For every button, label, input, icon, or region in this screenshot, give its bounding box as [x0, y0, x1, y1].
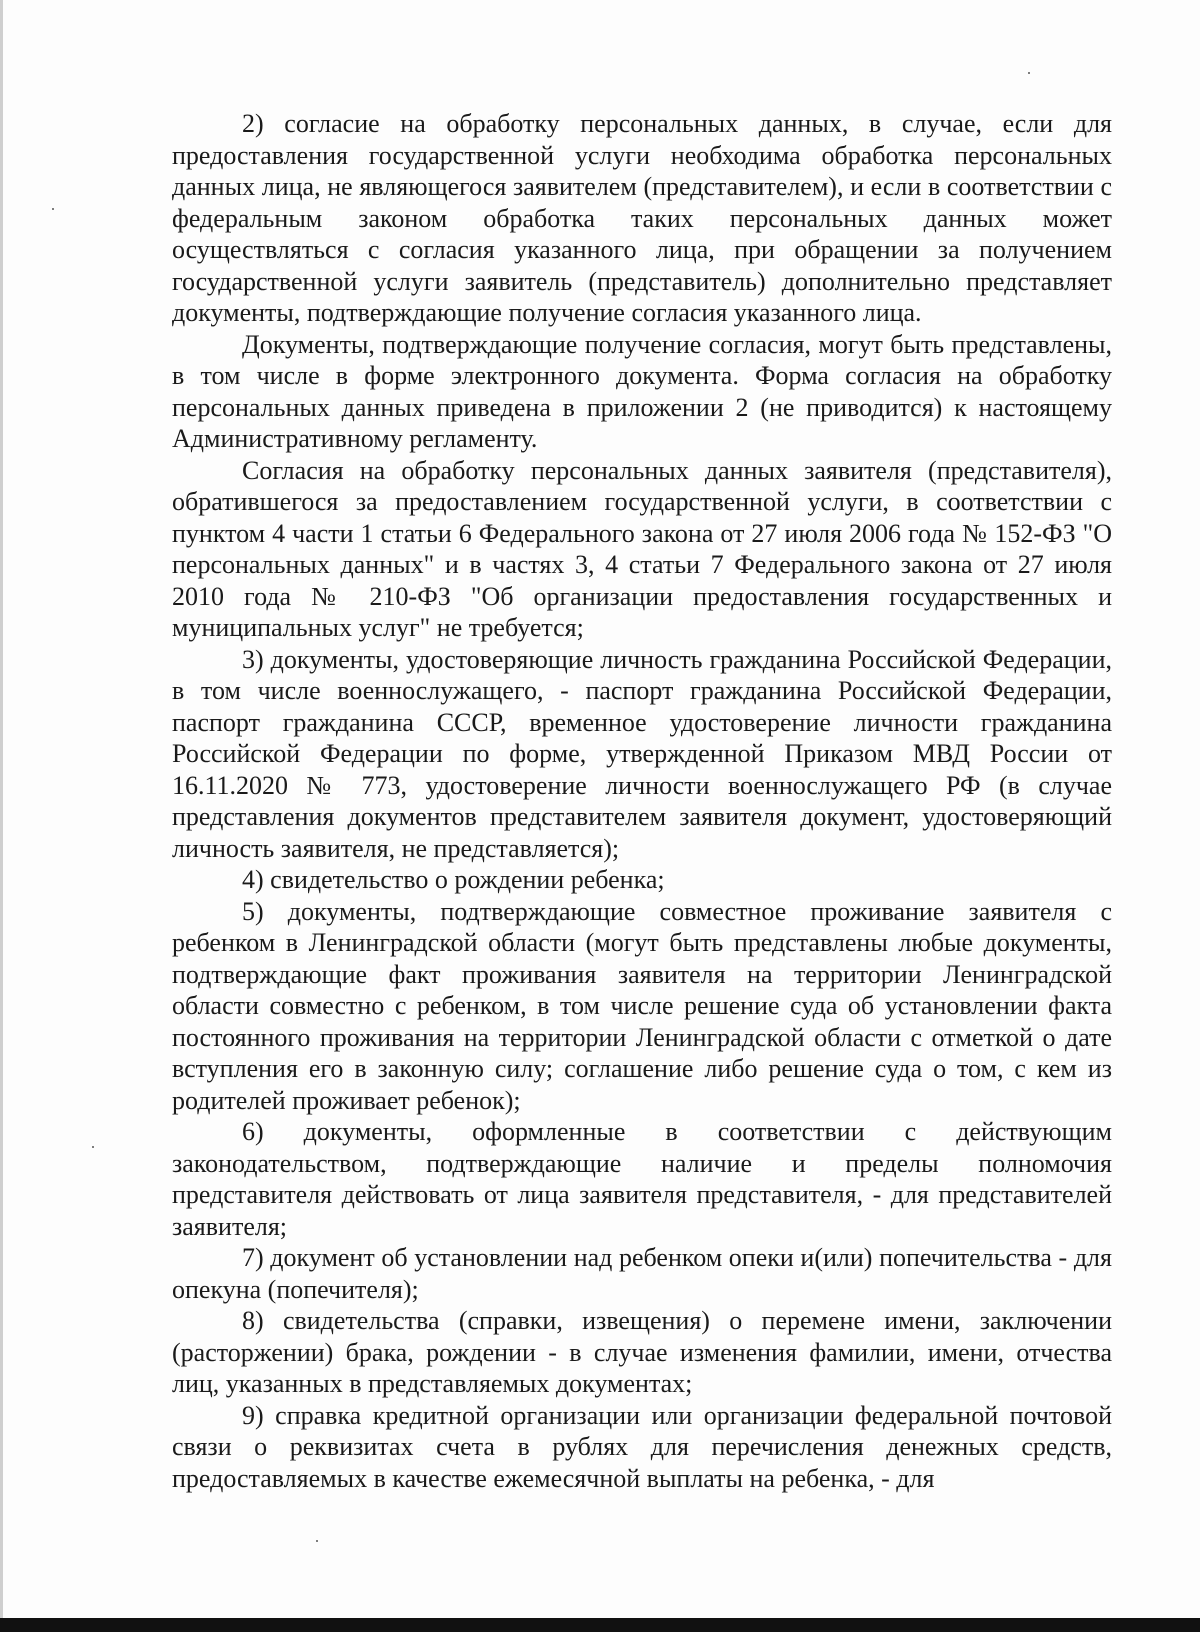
paragraph-consent-processing: 2) согласие на обработку персональных данных, в случае, если для предоставления государственной услуги необходима обработка персональных данных лица, не являющегося заявителем (представителем), и если в соответствии с федеральным законом обработка таких персональных данных может осуществляться с согласия указанного лица, при обращении за получением государственной услуги заявитель (представитель) дополнительно представляет документы, подтверждающие получение согласия указанного лица.: [172, 109, 1112, 327]
paragraph-cohabitation-documents: 5) документы, подтверждающие совместное проживание заявителя с ребенком в Ленинградской области (могут быть представлены любые документы, подтверждающие факт проживания заявителя на территории Ленинградской области совместно с ребенком, в том числе решение суда об установлении факта постоянного проживания на территории Ленинградской области с отметкой о дате вступления его в законную силу; соглашение либо решение суда о том, с кем из родителей проживает ребенок);: [172, 896, 1112, 1115]
scan-bottom-edge: [0, 1618, 1200, 1632]
paragraph-consent-form: Документы, подтверждающие получение согласия, могут быть представлены, в том числе в форме электронного документа. Форма согласия на обработку персональных данных приведена в приложении 2 (не приводится) к настоящему Административному регламенту.: [172, 329, 1112, 453]
scan-speck: [52, 208, 54, 210]
scan-speck: [316, 1540, 318, 1542]
scan-left-edge: [0, 0, 3, 1632]
paragraph-representative-authority: 6) документы, оформленные в соответствии с действующим законодательством, подтверждающие наличие и пределы полномочия представителя действовать от лица заявителя представителя, - для представителей заявителя;: [172, 1117, 1112, 1241]
paragraph-identity-documents: 3) документы, удостоверяющие личность гражданина Российской Федерации, в том числе военнослужащего, - паспорт гражданина Российской Федерации, паспорт гражданина СССР, временное удостоверение личности гражданина Российской Федерации по форме, утвержденной Приказом МВД России от 16.11.2020 № 773, удостоверение личности военнослужащего РФ (в случае представления документов представителем заявителя документ, удостоверяющий личность заявителя, не представляется);: [172, 644, 1112, 863]
paragraph-bank-statement: 9) справка кредитной организации или организации федеральной почтовой связи о реквизитах счета в рублях для перечисления денежных средств, предоставляемых в качестве ежемесячной выплаты на ребенка, - для: [172, 1400, 1112, 1493]
scan-speck: [92, 1146, 94, 1148]
paragraph-birth-certificate: 4) свидетельство о рождении ребенка;: [242, 865, 665, 894]
paragraph-name-change-certificates: 8) свидетельства (справки, извещения) о перемене имени, заключении (расторжении) брака, рождении - в случае изменения фамилии, имени, отчества лиц, указанных в представляемых документах;: [172, 1306, 1112, 1398]
paragraph-guardianship: 7) документ об установлении над ребенком опеки и(или) попечительства - для опекуна (попечителя);: [172, 1243, 1112, 1304]
document-body: [172, 108, 1112, 1494]
paragraph-consent-not-required: Согласия на обработку персональных данных заявителя (представителя), обратившегося за предоставлением государственной услуги, в соответствии с пунктом 4 части 1 статьи 6 Федерального закона от 27 июля 2006 года № 152-ФЗ "О персональных данных" и в частях 3, 4 статьи 7 Федерального закона от 27 июля 2010 года № 210-ФЗ "Об организации предоставления государственных и муниципальных услуг" не требуется;: [172, 455, 1112, 642]
scan-speck: [1028, 72, 1030, 74]
